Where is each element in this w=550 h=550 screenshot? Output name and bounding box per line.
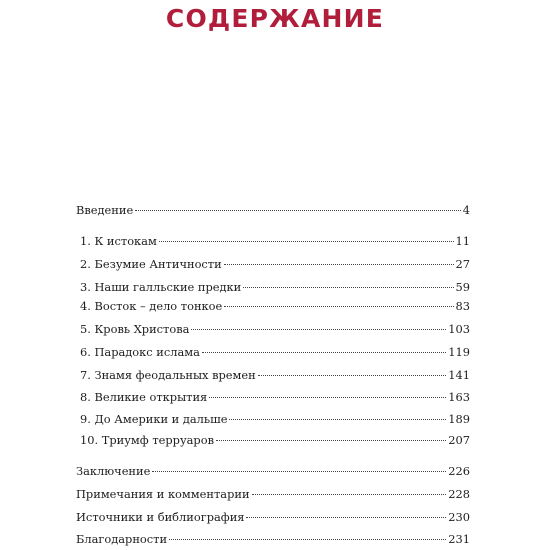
dot-leader [224,306,453,307]
dot-leader [246,517,446,518]
toc-entry-chapter-6[interactable] [80,345,470,359]
toc-entry-page-number: 59 [455,280,470,294]
dot-leader [209,397,446,398]
toc-entry-label: 7. Знамя феодальных времен [80,368,256,382]
toc-entry-chapter-5[interactable] [80,322,470,336]
toc-entry-chapter-1[interactable] [80,234,470,248]
toc-entry-page-number: 11 [455,234,470,248]
toc-entry-notes[interactable] [76,487,470,501]
page-title: СОДЕРЖАНИЕ [165,4,385,33]
toc-entry-page-number: 226 [448,464,470,478]
toc-entry-acknowledgements[interactable] [76,532,470,546]
toc-entry-chapter-3[interactable] [80,280,470,294]
toc-entry-label: 1. К истокам [80,234,157,248]
toc-entry-label: 10. Триумф терруаров [80,433,214,447]
dot-leader [258,375,447,376]
toc-entry-label: 6. Парадокс ислама [80,345,200,359]
dot-leader [159,241,454,242]
toc-entry-label: Примечания и комментарии [76,487,250,501]
toc-entry-label: Благодарности [76,532,168,546]
toc-entry-page-number: 228 [448,487,470,501]
dot-leader [252,494,447,495]
dot-leader [202,352,446,353]
toc-entry-page-number: 207 [448,433,470,447]
toc-entry-page-number: 141 [448,368,470,382]
toc-entry-page-number: 189 [448,412,470,426]
toc-entry-label: Заключение [76,464,151,478]
toc-entry-introduction[interactable] [76,203,470,217]
toc-entry-chapter-2[interactable] [80,257,470,271]
toc-entry-label: 9. До Америки и дальше [80,412,228,426]
toc-entry-label: 5. Кровь Христова [80,322,190,336]
toc-entry-chapter-9[interactable] [80,412,470,426]
toc-entry-chapter-8[interactable] [80,390,470,404]
dot-leader [169,539,446,540]
toc-entry-label: 4. Восток – дело тонкое [80,299,223,313]
toc-entry-chapter-4[interactable] [80,299,470,313]
dot-leader [152,471,446,472]
toc-entry-chapter-10[interactable] [80,433,470,447]
toc-entry-label: Введение [76,203,134,217]
toc-entry-label: 3. Наши галльские предки [80,280,242,294]
toc-entry-page-number: 230 [448,510,470,524]
toc-entry-page-number: 83 [455,299,470,313]
toc-entry-label: Источники и библиография [76,510,245,524]
toc-entry-page-number: 231 [448,532,470,546]
toc-entry-chapter-7[interactable] [80,368,470,382]
toc-entry-page-number: 119 [448,345,470,359]
dot-leader [243,287,453,288]
toc-entry-label: 2. Безумие Античности [80,257,222,271]
toc-entry-sources[interactable] [76,510,470,524]
toc-entry-page-number: 163 [448,390,470,404]
toc-entry-page-number: 27 [455,257,470,271]
dot-leader [224,264,454,265]
dot-leader [229,419,446,420]
toc-entry-page-number: 103 [448,322,470,336]
dot-leader [216,440,446,441]
toc-entry-label: 8. Великие открытия [80,390,208,404]
toc-entry-page-number: 4 [462,203,470,217]
dot-leader [191,329,446,330]
dot-leader [135,210,461,211]
toc-entry-conclusion[interactable] [76,464,470,478]
